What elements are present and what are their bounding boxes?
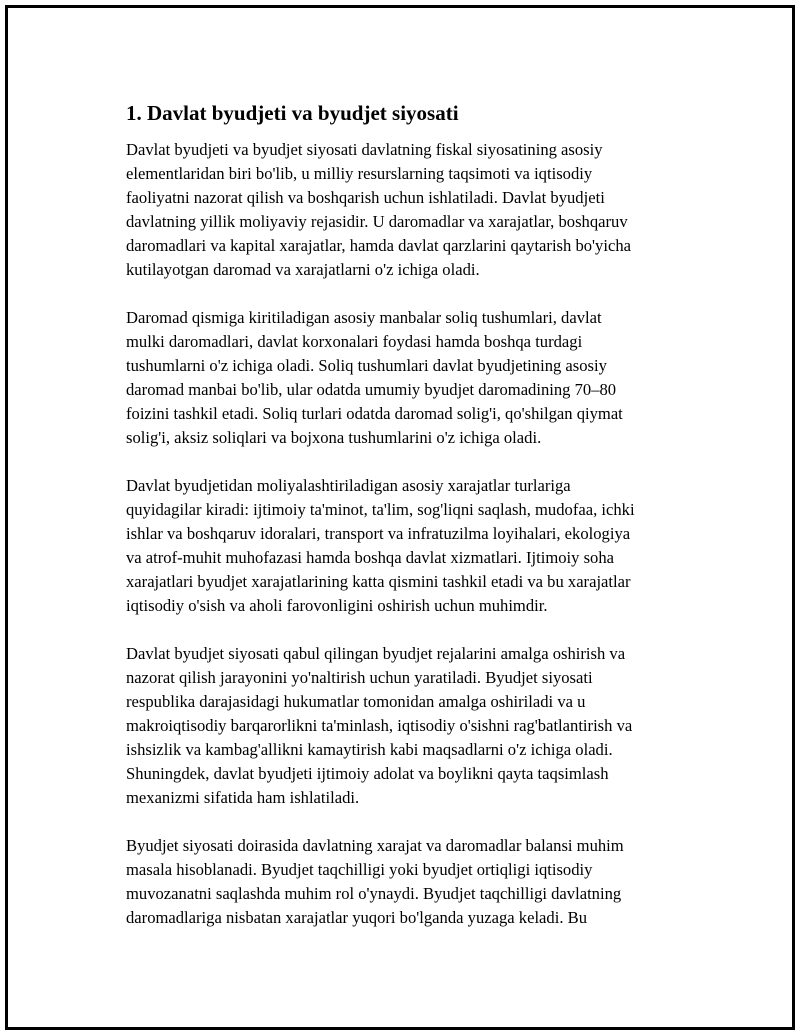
text-line: respublika darajasidagi hukumatlar tomonidan amalga oshiriladi va u <box>126 692 586 711</box>
paragraph-1 <box>126 138 696 282</box>
paragraph-5 <box>126 834 696 930</box>
text-line: mulki daromadlari, davlat korxonalari foydasi hamda boshqa turdagi <box>126 332 583 351</box>
text-line: daromadlari va kapital xarajatlar, hamda davlat qarzlarini qaytarish bo'yicha <box>126 236 631 255</box>
text-line: solig'i, aksiz soliqlari va bojxona tushumlarini o'z ichiga oladi. <box>126 428 542 447</box>
text-line: Shuningdek, davlat byudjeti ijtimoiy adolat va boylikni qayta taqsimlash <box>126 764 609 783</box>
page-border <box>5 5 795 1030</box>
text-line: Byudjet siyosati doirasida davlatning xarajat va daromadlar balansi muhim <box>126 836 624 855</box>
text-line: Davlat byudjet siyosati qabul qilingan byudjet rejalarini amalga oshirish va <box>126 644 626 663</box>
text-line: mexanizmi sifatida ham ishlatiladi. <box>126 788 360 807</box>
text-line: xarajatlari byudjet xarajatlarining katta qismini tashkil etadi va bu xarajatlar <box>126 572 631 591</box>
text-line: davlatning yillik moliyaviy rejasidir. U daromadlar va xarajatlar, boshqaruv <box>126 212 628 231</box>
text-line: daromadlariga nisbatan xarajatlar yuqori bo'lganda yuzaga keladi. Bu <box>126 908 587 927</box>
text-line: makroiqtisodiy barqarorlikni ta'minlash, iqtisodiy o'sishni rag'batlantirish va <box>126 716 633 735</box>
text-line: nazorat qilish jarayonini yo'naltirish uchun yaratiladi. Byudjet siyosati <box>126 668 593 687</box>
paragraph-2 <box>126 306 696 450</box>
text-line: foizini tashkil etadi. Soliq turlari odatda daromad solig'i, qo'shilgan qiymat <box>126 404 623 423</box>
text-line: masala hisoblanadi. Byudjet taqchilligi yoki byudjet ortiqligi iqtisodiy <box>126 860 593 879</box>
text-line: ishlar va boshqaruv idoralari, transport va infratuzilma loyihalari, ekologiya <box>126 524 631 543</box>
text-line: faoliyatni nazorat qilish va boshqarish uchun ishlatiladi. Davlat byudjeti <box>126 188 605 207</box>
text-line: va atrof-muhit muhofazasi hamda boshqa davlat xizmatlari. Ijtimoiy soha <box>126 548 614 567</box>
text-line: Davlat byudjeti va byudjet siyosati davlatning fiskal siyosatining asosiy <box>126 140 603 159</box>
text-line: muvozanatni saqlashda muhim rol o'ynaydi. Byudjet taqchilligi davlatning <box>126 884 622 903</box>
text-line: kutilayotgan daromad va xarajatlarni o'z ichiga oladi. <box>126 260 480 279</box>
paragraph-3 <box>126 474 696 618</box>
text-line: Daromad qismiga kiritiladigan asosiy manbalar soliq tushumlari, davlat <box>126 308 602 327</box>
text-line: iqtisodiy o'sish va aholi farovonligini oshirish uchun muhimdir. <box>126 596 548 615</box>
text-line: tushumlarni o'z ichiga oladi. Soliq tushumlari davlat byudjetining asosiy <box>126 356 607 375</box>
text-line: ishsizlik va kambag'allikni kamaytirish kabi maqsadlarni o'z ichiga oladi. <box>126 740 613 759</box>
page-title: 1. Davlat byudjeti va byudjet siyosati <box>126 101 459 125</box>
text-line: Davlat byudjetidan moliyalashtiriladigan asosiy xarajatlar turlariga <box>126 476 571 495</box>
text-line: daromad manbai bo'lib, ular odatda umumiy byudjet daromadining 70–80 <box>126 380 617 399</box>
text-line: elementlaridan biri bo'lib, u milliy resurslarning taqsimoti va iqtisodiy <box>126 164 593 183</box>
text-line: quyidagilar kiradi: ijtimoiy ta'minot, ta'lim, sog'liqni saqlash, mudofaa, ichki <box>126 500 635 519</box>
document-body <box>126 100 696 954</box>
paragraph-4 <box>126 642 696 810</box>
